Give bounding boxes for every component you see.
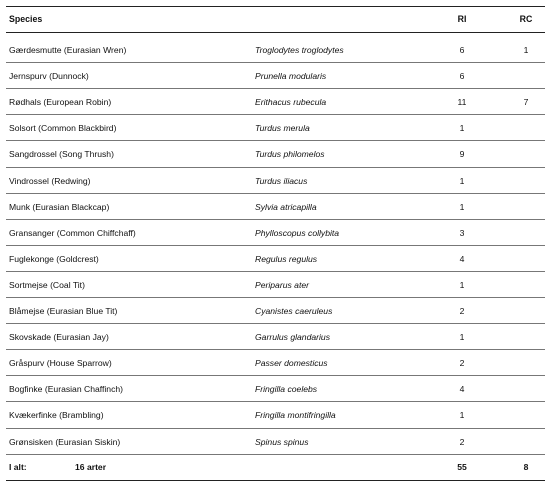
- table-row: [0, 324, 550, 350]
- species-common-name: Solsort (Common Blackbird): [9, 123, 117, 134]
- species-ri-count: 11: [457, 97, 467, 108]
- species-latin-name: Turdus philomelos: [255, 149, 325, 160]
- species-common-name: Sangdrossel (Song Thrush): [9, 149, 114, 160]
- total-label: I alt:: [9, 462, 27, 472]
- species-common-name: Rødhals (European Robin): [9, 97, 112, 108]
- species-rc-count: [512, 298, 540, 324]
- table-row: [0, 89, 550, 115]
- species-rc-count: [512, 376, 540, 402]
- species-ri-count: 1: [459, 123, 465, 134]
- species-latin-name: Troglodytes troglodytes: [255, 45, 344, 55]
- species-ri-count: 2: [459, 436, 465, 447]
- species-latin-name: Prunella modularis: [255, 71, 327, 82]
- species-latin-name: Sylvia atricapilla: [255, 201, 317, 212]
- species-common-name: Fuglekonge (Goldcrest): [9, 253, 99, 264]
- species-rc-count: [512, 246, 540, 272]
- species-ri-count: 1: [459, 175, 465, 186]
- species-latin-name: Erithacus rubecula: [255, 97, 327, 108]
- table-row: [0, 194, 550, 220]
- species-rc-count: 1: [523, 45, 529, 55]
- species-common-name: Gærdesmutte (Eurasian Wren): [9, 45, 127, 55]
- species-latin-name: Regulus regulus: [255, 253, 318, 264]
- species-latin-name: Phylloscopus collybita: [255, 227, 340, 238]
- species-ri-count: 6: [459, 71, 465, 82]
- species-latin-name: Periparus ater: [255, 279, 309, 290]
- species-common-name: Munk (Eurasian Blackcap): [9, 201, 110, 212]
- species-rc-count: [512, 168, 540, 194]
- table-row: [0, 272, 550, 298]
- table-row: [0, 246, 550, 272]
- table-row: [0, 63, 550, 89]
- species-latin-name: Turdus iliacus: [255, 175, 308, 186]
- table-row: [0, 141, 550, 167]
- table-row: [0, 429, 550, 455]
- species-rc-count: [512, 194, 540, 220]
- total-rc: 8: [523, 462, 529, 472]
- species-ri-count: 6: [459, 45, 465, 55]
- header-species: Species: [9, 14, 43, 24]
- table-row: [0, 350, 550, 376]
- species-ri-count: 1: [459, 201, 465, 212]
- species-rc-count: 7: [523, 97, 529, 108]
- species-rc-count: [512, 429, 540, 455]
- table-row: [0, 168, 550, 194]
- species-common-name: Kvækerfinke (Brambling): [9, 410, 104, 421]
- species-ri-count: 3: [459, 227, 465, 238]
- species-rc-count: [512, 324, 540, 350]
- species-common-name: Blåmejse (Eurasian Blue Tit): [9, 306, 118, 316]
- species-latin-name: Passer domesticus: [255, 358, 328, 369]
- header-rc: RC: [519, 14, 533, 24]
- species-common-name: Gråspurv (House Sparrow): [9, 358, 112, 369]
- table-row: [0, 402, 550, 428]
- table-row: [0, 220, 550, 246]
- species-common-name: Bogfinke (Eurasian Chaffinch): [9, 384, 124, 395]
- table-row: [0, 37, 550, 63]
- species-ri-count: 9: [459, 149, 465, 160]
- species-rc-count: [512, 350, 540, 376]
- table-bottom-rule: [6, 480, 545, 481]
- species-latin-name: Turdus merula: [255, 123, 310, 134]
- species-common-name: Sortmejse (Coal Tit): [9, 279, 85, 290]
- species-common-name: Jernspurv (Dunnock): [9, 71, 89, 82]
- species-common-name: Gransanger (Common Chiffchaff): [9, 227, 136, 238]
- species-rc-count: [512, 115, 540, 141]
- species-rc-count: [512, 220, 540, 246]
- species-ri-count: 2: [459, 358, 465, 369]
- species-common-name: Skovskade (Eurasian Jay): [9, 332, 109, 343]
- table-row: [0, 115, 550, 141]
- total-species-count: 16 arter: [75, 462, 107, 472]
- species-rc-count: [512, 63, 540, 89]
- species-latin-name: Garrulus glandarius: [255, 332, 330, 343]
- species-ri-count: 1: [459, 279, 465, 290]
- table-header-row: [0, 6, 550, 32]
- species-ri-count: 4: [459, 384, 465, 395]
- species-common-name: Grønsisken (Eurasian Siskin): [9, 436, 121, 447]
- species-rc-count: [512, 402, 540, 428]
- species-latin-name: Spinus spinus: [255, 436, 309, 447]
- species-ri-count: 4: [459, 253, 465, 264]
- table-row: [0, 298, 550, 324]
- species-rc-count: [512, 141, 540, 167]
- species-common-name: Vindrossel (Redwing): [9, 175, 91, 186]
- species-ri-count: 1: [459, 332, 465, 343]
- table-row: [0, 376, 550, 402]
- species-rc-count: [512, 272, 540, 298]
- header-ri: RI: [457, 14, 467, 24]
- header-bottom-rule: [6, 32, 545, 33]
- total-ri: 55: [457, 462, 467, 472]
- species-ri-count: 1: [459, 410, 465, 421]
- species-latin-name: Fringilla montifringilla: [255, 410, 336, 421]
- species-latin-name: Fringilla coelebs: [255, 384, 318, 395]
- species-ri-count: 2: [459, 306, 465, 316]
- total-row: [0, 454, 550, 480]
- species-latin-name: Cyanistes caeruleus: [255, 306, 333, 316]
